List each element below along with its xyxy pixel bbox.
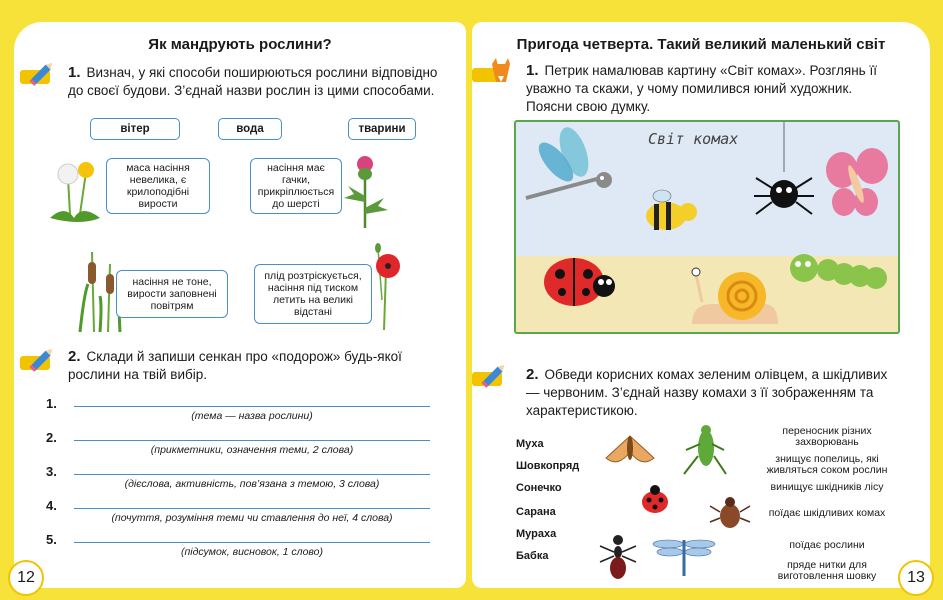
answer-line[interactable] [74, 440, 430, 441]
char-disease-carrier[interactable]: переносник різних захворювань [782, 425, 872, 448]
answer-line[interactable] [74, 474, 430, 475]
line-number: 1. [46, 396, 57, 411]
box-wind-seeds[interactable]: маса насіння невелика, є крилоподібні вирости [106, 158, 210, 214]
left-q2-number: 2. [68, 348, 81, 365]
fox-icon [472, 58, 512, 88]
left-page [14, 22, 466, 588]
left-page-title: Як мандрують рослини? [148, 36, 332, 53]
beetle-image[interactable] [708, 492, 752, 532]
answer-line[interactable] [74, 406, 430, 407]
cinquain-line[interactable] [46, 464, 430, 494]
line-number: 5. [46, 532, 57, 547]
left-q2-text: Склади й запиши сенкан про «подорож» будь-якої рослини на твій вибір. [68, 349, 402, 382]
caterpillar-drawing [790, 254, 887, 289]
tag-wind[interactable]: вітер [90, 118, 180, 140]
char-eats-aphids[interactable]: знищує попелиць, які живляться соком рослин [766, 453, 888, 476]
insect-name-silkworm[interactable]: Шовкопряд [516, 460, 580, 472]
line-number: 2. [46, 430, 57, 445]
ladybug-image[interactable] [636, 482, 674, 516]
char-forest-pests[interactable]: винищує шкідників лісу [770, 481, 884, 493]
locust-image[interactable] [678, 422, 732, 480]
right-q1-text: Петрик намалював картину «Світ комах». Розглянь її уважно та скажи, у чому помилився юний художник. Поясни свою думку. [526, 63, 877, 114]
insect-name-ant[interactable]: Мураха [516, 528, 557, 540]
thistle-image [340, 150, 390, 230]
left-q2 [68, 348, 440, 384]
right-page [472, 22, 930, 588]
ant-image[interactable] [596, 532, 640, 582]
dragonfly-drawing [526, 123, 612, 198]
right-q2 [526, 366, 902, 420]
insect-name-fly[interactable]: Муха [516, 438, 544, 450]
insects-drawing [516, 122, 900, 334]
insects-picture [514, 120, 900, 334]
line-hint: (тема — назва рослини) [191, 410, 313, 422]
cinquain-line[interactable] [46, 498, 430, 528]
moth-image[interactable] [602, 428, 658, 472]
answer-line[interactable] [74, 542, 430, 543]
line-number: 4. [46, 498, 57, 513]
cinquain-line[interactable] [46, 430, 430, 460]
cinquain-line[interactable] [46, 532, 430, 562]
left-q1-text: Визнач, у які способи поширюються рослини відповідно до своєї будови. З’єднай назви рослин із цими способами. [68, 65, 438, 98]
insect-name-dragonfly[interactable]: Бабка [516, 550, 549, 562]
line-hint: (почуття, розуміння теми чи ставлення до неї, 4 слова) [111, 512, 393, 524]
left-q1-number: 1. [68, 64, 81, 81]
bee-drawing [646, 190, 697, 230]
right-page-title: Пригода четверта. Такий великий маленький світ [516, 36, 886, 53]
right-q2-number: 2. [526, 366, 539, 383]
spider-drawing [754, 178, 814, 214]
line-hint: (прикметники, означення теми, 2 слова) [150, 444, 354, 456]
box-floating[interactable]: насіння не тоне, вирости заповнені повітрям [116, 270, 228, 318]
butterfly-drawing [826, 148, 888, 216]
dragonfly-image[interactable] [652, 534, 716, 578]
char-spins-silk[interactable]: пряде нитки для виготовлення шовку [777, 559, 877, 582]
picture-caption: Світ комах [648, 130, 739, 148]
insect-name-ladybug[interactable]: Сонечко [516, 482, 562, 494]
pencil-icon [472, 362, 508, 392]
dandelion-image [40, 156, 110, 228]
insect-name-locust[interactable]: Сарана [516, 506, 556, 518]
page-number-right: 13 [898, 560, 934, 596]
line-hint: (дієслова, активність, пов’язана з темою, 3 слова) [124, 478, 380, 490]
page-number-left: 12 [8, 560, 44, 596]
answer-line[interactable] [74, 508, 430, 509]
snail-drawing [692, 268, 778, 324]
line-hint: (підсумок, висновок, 1 слово) [180, 546, 324, 558]
right-q1 [526, 62, 902, 116]
cinquain-line[interactable] [46, 396, 430, 426]
line-number: 3. [46, 464, 57, 479]
pencil-icon [20, 346, 56, 376]
char-eats-pests[interactable]: поїдає шкідливих комах [768, 507, 886, 519]
tag-water[interactable]: вода [218, 118, 282, 140]
right-q1-number: 1. [526, 62, 539, 79]
right-q2-text: Обведи корисних комах зеленим олівцем, а шкідливих — червоним. З’єднай назву комахи з її зображенням та характеристикою. [526, 367, 888, 418]
ladybug-drawing [544, 258, 615, 306]
box-hooks[interactable]: насіння має гачки, прикріплюється до шерсті [250, 158, 342, 214]
char-eats-plants[interactable]: поїдає рослини [789, 539, 865, 551]
tag-animals[interactable]: тварини [348, 118, 416, 140]
pencil-icon [20, 60, 56, 90]
poppy-image [366, 240, 408, 332]
box-bursting[interactable]: плід розтріскується, насіння під тиском летить на великі відстані [254, 264, 372, 324]
left-q1 [68, 64, 440, 100]
